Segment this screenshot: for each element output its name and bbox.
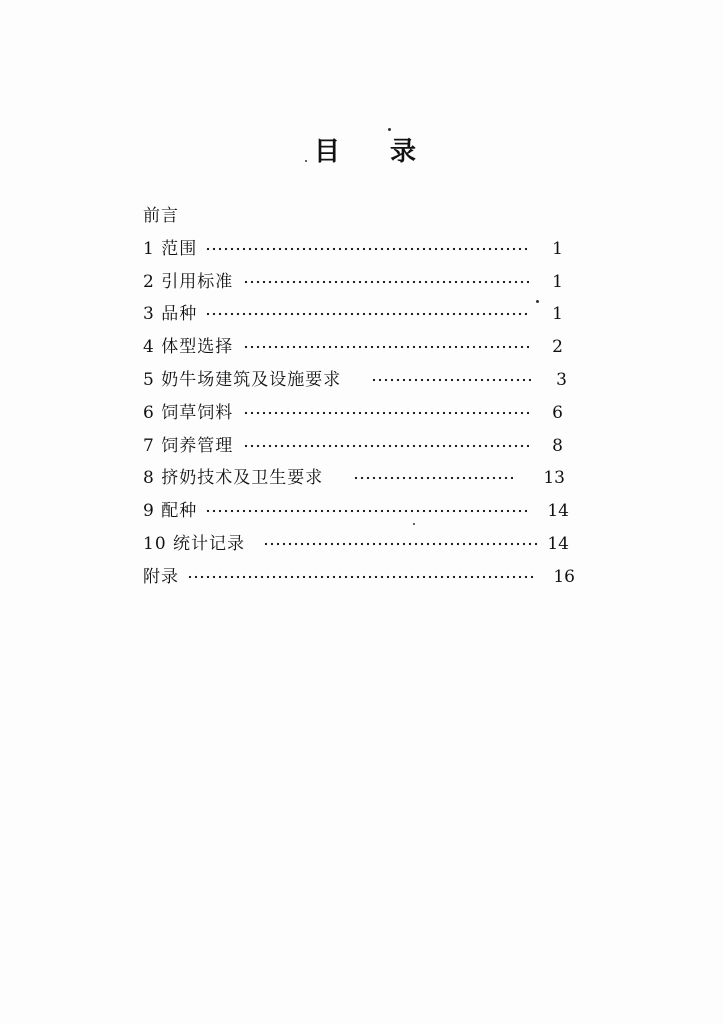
toc-entry-10[interactable]	[143, 528, 583, 561]
toc-entry-label: 10 统计记录	[143, 533, 246, 554]
toc-title-char-1: 目	[314, 137, 341, 167]
toc-leader-dots	[205, 312, 527, 316]
toc-entry-label: 3 品种	[143, 304, 198, 325]
toc-entry-label: 9 配种	[143, 501, 198, 522]
toc-leader-dots	[263, 542, 537, 546]
scan-speck	[536, 300, 539, 303]
scan-speck	[413, 523, 415, 525]
toc-entry-1[interactable]	[143, 233, 583, 266]
toc-entry-page: 1	[552, 304, 563, 325]
toc-entry-label: 6 饲草饲料	[143, 402, 234, 423]
toc-leader-dots	[243, 411, 529, 415]
toc-title-char-2: 录	[390, 137, 417, 167]
toc-leader-dots	[243, 444, 529, 448]
toc-entry-page: 2	[552, 337, 563, 358]
toc-entry-label: 2 引用标准	[143, 271, 234, 292]
toc-entry-label: 4 体型选择	[143, 337, 234, 358]
table-of-contents	[143, 200, 583, 594]
toc-entry-page: 14	[547, 533, 569, 554]
toc-entry-page: 1	[552, 238, 563, 259]
toc-entry-page: 14	[547, 501, 569, 522]
toc-entry-label: 5 奶牛场建筑及设施要求	[143, 369, 342, 390]
toc-leader-dots	[243, 280, 529, 284]
toc-leader-dots	[205, 247, 527, 251]
toc-entry-page: 3	[556, 369, 567, 390]
toc-entry-appendix[interactable]	[143, 561, 583, 594]
toc-entry-2[interactable]	[143, 266, 583, 299]
toc-entry-page: 16	[553, 566, 575, 587]
toc-title	[0, 132, 723, 172]
toc-leader-dots	[187, 575, 533, 579]
toc-entry-5[interactable]	[143, 364, 583, 397]
toc-entry-9[interactable]	[143, 495, 583, 528]
toc-entry-label: 附录	[143, 566, 179, 587]
toc-entry-8[interactable]	[143, 462, 583, 495]
toc-entry-label: 8 挤奶技术及卫生要求	[143, 468, 324, 489]
toc-leader-dots	[205, 509, 527, 513]
toc-preface[interactable]	[143, 200, 583, 233]
toc-leader-dots	[371, 378, 531, 382]
toc-entry-page: 8	[552, 435, 563, 456]
toc-leader-dots	[353, 476, 513, 480]
toc-entry-7[interactable]	[143, 430, 583, 463]
toc-entry-6[interactable]	[143, 397, 583, 430]
scan-speck	[388, 128, 391, 131]
scan-speck	[305, 160, 307, 162]
toc-entry-label: 7 饲养管理	[143, 435, 234, 456]
toc-entry-4[interactable]	[143, 331, 583, 364]
toc-preface-label: 前言	[143, 206, 179, 226]
toc-entry-label: 1 范围	[143, 238, 198, 259]
toc-entry-page: 6	[552, 402, 563, 423]
toc-entry-page: 13	[543, 468, 565, 489]
toc-entry-3[interactable]	[143, 298, 583, 331]
toc-leader-dots	[243, 345, 529, 349]
toc-entry-page: 1	[552, 271, 563, 292]
